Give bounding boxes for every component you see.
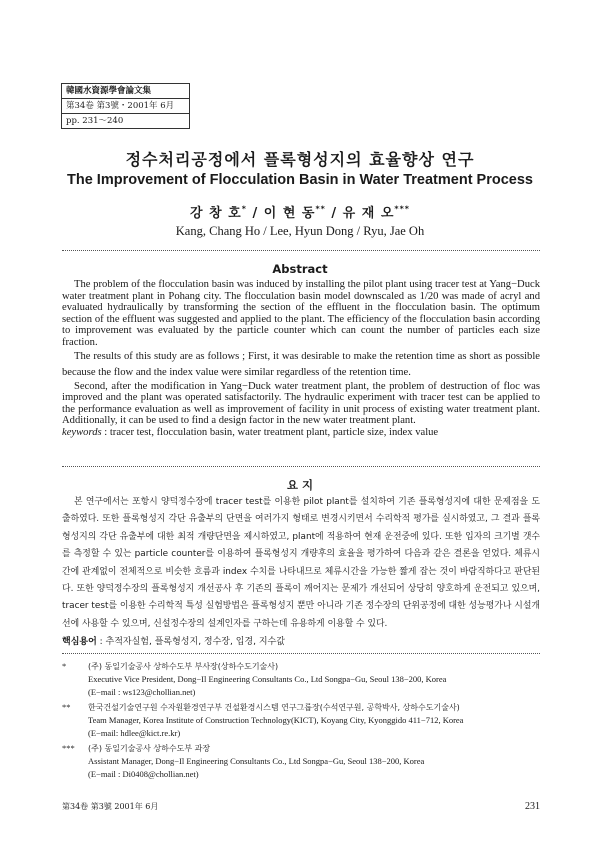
footnote-email: (E−mail : ws123@chollian.net) xyxy=(88,687,196,697)
footnote-mark: ** xyxy=(62,702,71,712)
abstract-paragraph-1: The problem of the flocculation basin was induced by installing the pilot plant using tracer test at Yang−Duck water treatment plant in Pohang city. The flocculation basin model downscaled as 1/20 was made of acryl and evaluated hydraulically by transforming the section of the effluent in the flocculation basin. The optimum section of the effluent was suggested and applied to the plant. The efficiency of the flocculation basin according to improvement was evaluated by the particle counter which can count the number of particles each size fraction. xyxy=(62,279,540,348)
authors-english: Kang, Chang Ho / Lee, Hyun Dong / Ryu, Jae Oh xyxy=(175,224,425,238)
journal-volume: 第34卷 第3號・2001年 6月 xyxy=(62,99,189,114)
abstract-paragraph-3: Second, after the modification in Yang−Duck water treatment plant, the problem of destruction of floc was improved and the plant was operated satisfactorily. The hydraulic experiment with tracer test can be applied to the performance evaluation as well as improvement of facility in unit process of existing water treatment plant. Additionally, it can be used to find a design factor in the new water treatment plant. xyxy=(62,380,540,427)
divider xyxy=(62,653,540,654)
footnote-affiliation-ko: (주) 동일기술공사 상하수도부 부사장(상하수도기술사) xyxy=(88,662,279,671)
author-1: 강 창 호 xyxy=(190,206,242,221)
author-separator: / xyxy=(325,206,343,221)
author-separator: / xyxy=(246,206,264,221)
footnote xyxy=(62,660,540,699)
footnote-affiliation-en: Executive Vice President, Dong−Il Engineering Consultants Co., Ltd Songpa−Gu, Seoul 138−200, Korea xyxy=(88,674,447,684)
journal-name: 韓國水資源學會論文集 xyxy=(62,84,189,99)
title-english: The Improvement of Flocculation Basin in Water Treatment Process xyxy=(67,172,533,188)
footnote-affiliation-ko: 한국건설기술연구원 수자원환경연구부 건설환경시스템 연구그룹장(수석연구원, 공학박사, 상하수도기술사) xyxy=(88,703,460,712)
divider xyxy=(62,250,540,251)
footnote xyxy=(62,742,540,781)
author-1-mark: * xyxy=(241,204,247,214)
title-korean: 정수처리공정에서 플록형성지의 효율향상 연구 xyxy=(125,150,475,169)
page-number: 231 xyxy=(525,801,540,812)
journal-info-box xyxy=(61,83,190,129)
footnote-affiliation-en: Assistant Manager, Dong−Il Engineering Consultants Co., Ltd Songpa−Gu, Seoul 138−200, Korea xyxy=(88,756,425,766)
author-footnotes xyxy=(62,660,540,783)
footnote xyxy=(62,701,540,740)
author-3-mark: *** xyxy=(394,204,410,214)
journal-pages: pp. 231～240 xyxy=(66,116,124,126)
divider xyxy=(62,466,540,467)
author-2: 이 현 동 xyxy=(263,206,316,221)
abstract-paragraph-2: The results of this study are as follows ; First, it was desirable to make the retention time as short as possible because the flow and the index value were similar regardless of the retention time. xyxy=(62,350,540,378)
summary-paragraph: 본 연구에서는 포항시 양덕정수장에 tracer test를 이용한 pilot plant를 설치하여 기존 플록형성지에 대한 문제점을 도출하였다. 또한 플록형성지 각단 유출부의 단면을 여러가지 형태로 변경시키면서 수리학적 평가를 실시하였고, 그 결과 플록형성지의 각단 유출부에 대한 최적 개량단면을 제시하였고, plant에 적용하여 현재 운전중에 있다. 또한 입자의 크기별 갯수를 측정할 수 있는 particle counter를 이용하여 플록형성지 개량후의 효율을 평가하여 다음과 같은 결론을 얻었다. 체류시간에 관계없이 전체적으로 비슷한 흐름과 index 수치를 나타내므로 체류시간을 가능한 짧게 잡는 것이 바람직하다고 판단된다. 또한 양덕정수장의 플록형성지 개선공사 후 기존의 플록이 깨어지는 문제가 개선되어 상당히 양호하게 운전되고 있으며, tracer test를 이용한 수리학적 특성 실험방법은 플록형성지 뿐만 아니라 기존 정수장의 단위공정에 대한 성능평가나 시설개선에 사용할 수 있으며, 신설정수장의 설계인자를 구하는데 유용하게 이용할 수 있다. xyxy=(62,497,540,629)
footnote-mark: *** xyxy=(62,743,75,753)
author-3: 유 재 오 xyxy=(342,206,395,221)
footnote-affiliation-ko: (주) 동일기술공사 상하수도부 과장 xyxy=(88,744,211,753)
authors-korean xyxy=(0,202,600,221)
author-2-mark: ** xyxy=(315,204,326,214)
summary-heading: 요 지 xyxy=(286,478,314,492)
footnote-affiliation-en: Team Manager, Korea Institute of Construction Technology(KICT), Koyang City, Kyonggido 411−712, Korea xyxy=(88,715,464,725)
abstract-heading: Abstract xyxy=(272,262,328,276)
footnote-mark: * xyxy=(62,661,67,671)
korean-keywords xyxy=(62,634,540,647)
footnote-email: (E−mail : Di0408@chollian.net) xyxy=(88,769,199,779)
korean-keywords-text: : 추적자실험, 플록형성지, 정수장, 입경, 지수값 xyxy=(96,637,285,647)
keywords-label: keywords xyxy=(62,426,102,438)
korean-keywords-label: 핵심용어 xyxy=(62,637,97,647)
abstract-keywords xyxy=(62,427,540,439)
summary-body xyxy=(62,494,540,633)
keywords-text: : tracer test, flocculation basin, water treatment plant, particle size, index value xyxy=(101,426,439,438)
footer-volume: 第34卷 第3號 2001年 6月 xyxy=(62,802,159,811)
footnote-email: (E−mail: hdlee@kict.re.kr) xyxy=(88,728,181,738)
page-footer xyxy=(62,801,540,812)
abstract-body xyxy=(62,279,540,439)
